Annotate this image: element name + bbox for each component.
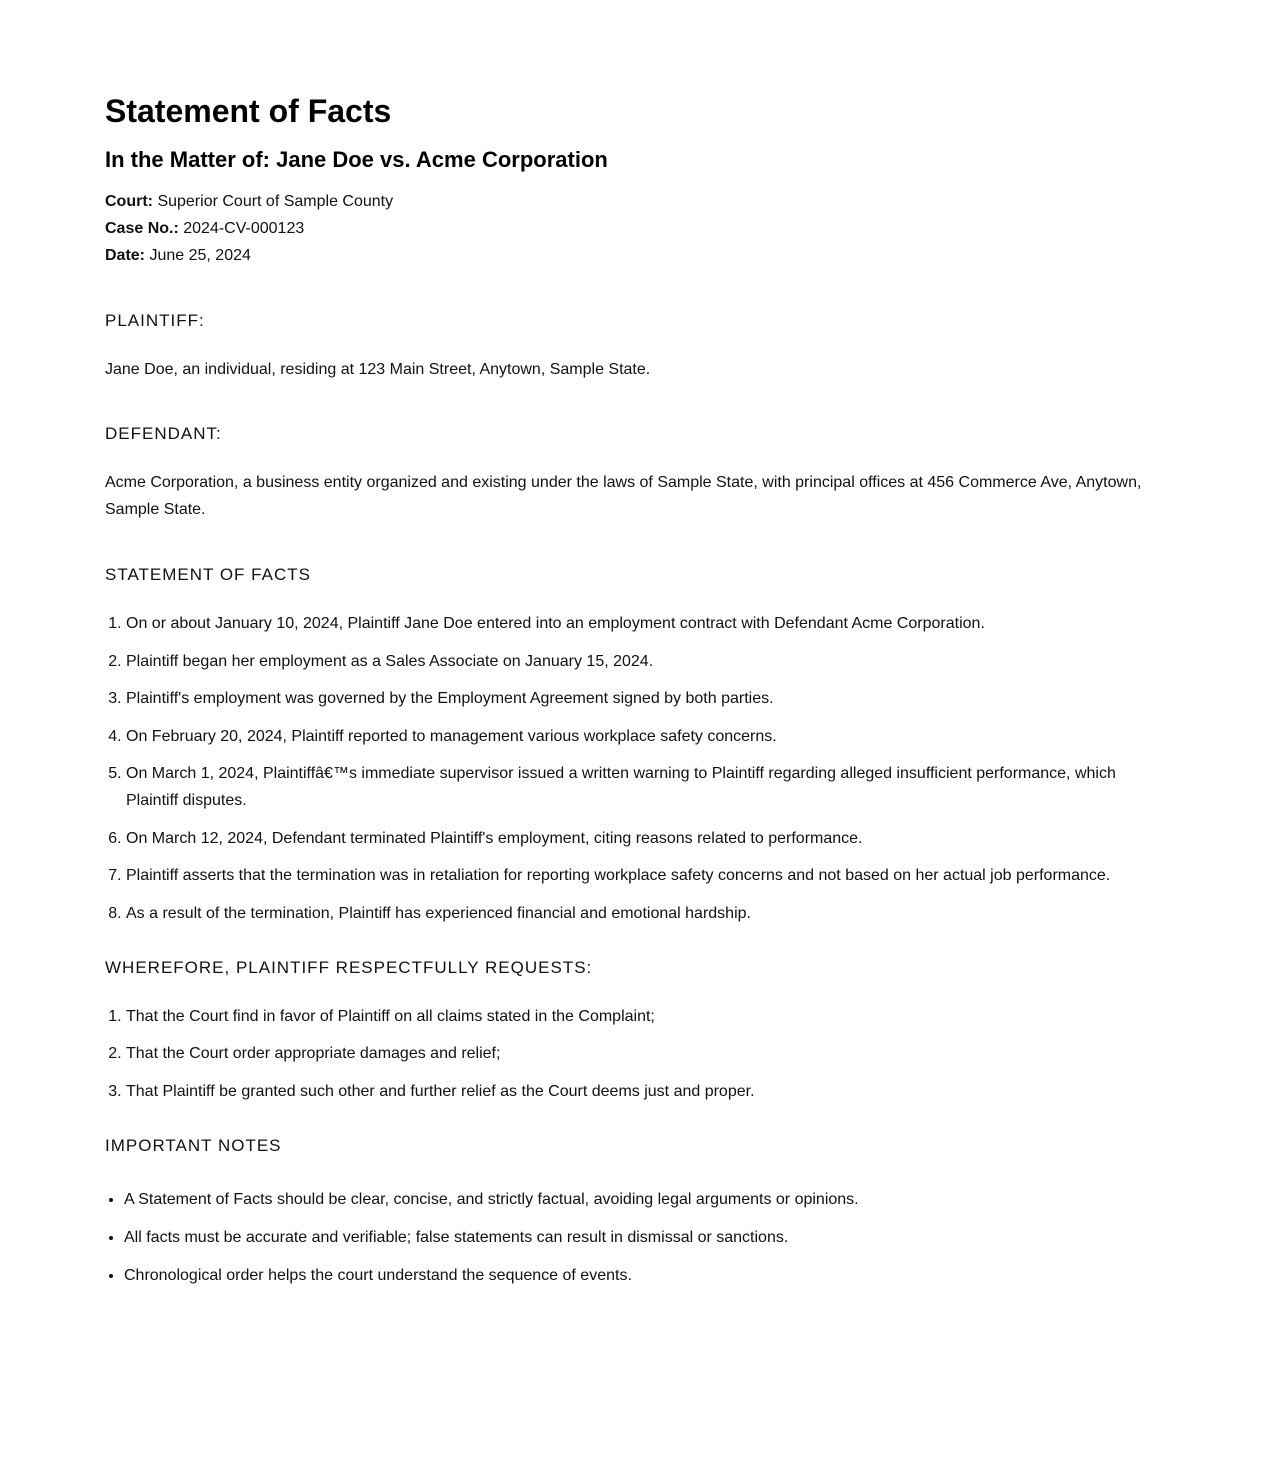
- request-item: 3. That Plaintiff be granted such other and further relief as the Court deems just and proper.: [126, 1078, 1143, 1105]
- meta-case-no-label: Case No.:: [105, 220, 179, 237]
- note-item: • All facts must be accurate and verifiable; false statements can result in dismissal or sanctions.: [124, 1224, 1143, 1251]
- note-item: • A Statement of Facts should be clear, concise, and strictly factual, avoiding legal arguments or opinions.: [124, 1186, 1143, 1213]
- meta-case-no-value: 2024-CV-000123: [183, 220, 305, 237]
- case-meta: [105, 188, 1143, 269]
- facts-heading: STATEMENT OF FACTS: [105, 565, 311, 584]
- fact-item: 6. On March 12, 2024, Defendant terminated Plaintiff's employment, citing reasons related to performance.: [126, 825, 1143, 852]
- page-title: Statement of Facts: [105, 93, 392, 129]
- fact-item: 7. Plaintiff asserts that the termination was in retaliation for reporting workplace safety concerns and not based on her actual job performance.: [126, 862, 1143, 889]
- note-item: • Chronological order helps the court understand the sequence of events.: [124, 1262, 1143, 1289]
- fact-item: 1. On or about January 10, 2024, Plaintiff Jane Doe entered into an employment contract with Defendant Acme Corporation.: [126, 610, 1143, 637]
- notes-list: [105, 1186, 1143, 1289]
- defendant-text: Acme Corporation, a business entity organized and existing under the laws of Sample State, with principal offices at 456 Commerce Ave, Anytown, Sample State.: [105, 474, 1142, 518]
- fact-item: 3. Plaintiff's employment was governed by the Employment Agreement signed by both parties.: [126, 685, 1143, 712]
- meta-case-no: [105, 215, 1143, 242]
- fact-item: 5. On March 1, 2024, Plaintiffâ€™s immediate supervisor issued a written warning to Plaintiff regarding alleged insufficient performance, which Plaintiff disputes.: [126, 760, 1143, 814]
- request-item: 2. That the Court order appropriate damages and relief;: [126, 1040, 1143, 1067]
- facts-list: [105, 610, 1143, 927]
- meta-date: [105, 242, 1143, 269]
- plaintiff-text: Jane Doe, an individual, residing at 123 Main Street, Anytown, Sample State.: [105, 361, 651, 378]
- notes-heading: IMPORTANT NOTES: [105, 1135, 282, 1155]
- plaintiff-heading: PLAINTIFF:: [105, 311, 205, 330]
- fact-item: 2. Plaintiff began her employment as a Sales Associate on January 15, 2024.: [126, 648, 1143, 675]
- meta-date-value: June 25, 2024: [149, 247, 251, 264]
- fact-item: 4. On February 20, 2024, Plaintiff reported to management various workplace safety concerns.: [126, 723, 1143, 750]
- case-subtitle: In the Matter of: Jane Doe vs. Acme Corporation: [105, 147, 608, 172]
- meta-date-label: Date:: [105, 247, 146, 264]
- meta-court-value: Superior Court of Sample County: [157, 193, 394, 210]
- requests-heading: WHEREFORE, PLAINTIFF RESPECTFULLY REQUESTS:: [105, 957, 593, 977]
- requests-list: [105, 1003, 1143, 1105]
- meta-court: [105, 188, 1143, 215]
- meta-court-label: Court:: [105, 193, 153, 210]
- defendant-heading: DEFENDANT:: [105, 424, 222, 443]
- request-item: 1. That the Court find in favor of Plaintiff on all claims stated in the Complaint;: [126, 1003, 1143, 1030]
- fact-item: 8. As a result of the termination, Plaintiff has experienced financial and emotional hardship.: [126, 900, 1143, 927]
